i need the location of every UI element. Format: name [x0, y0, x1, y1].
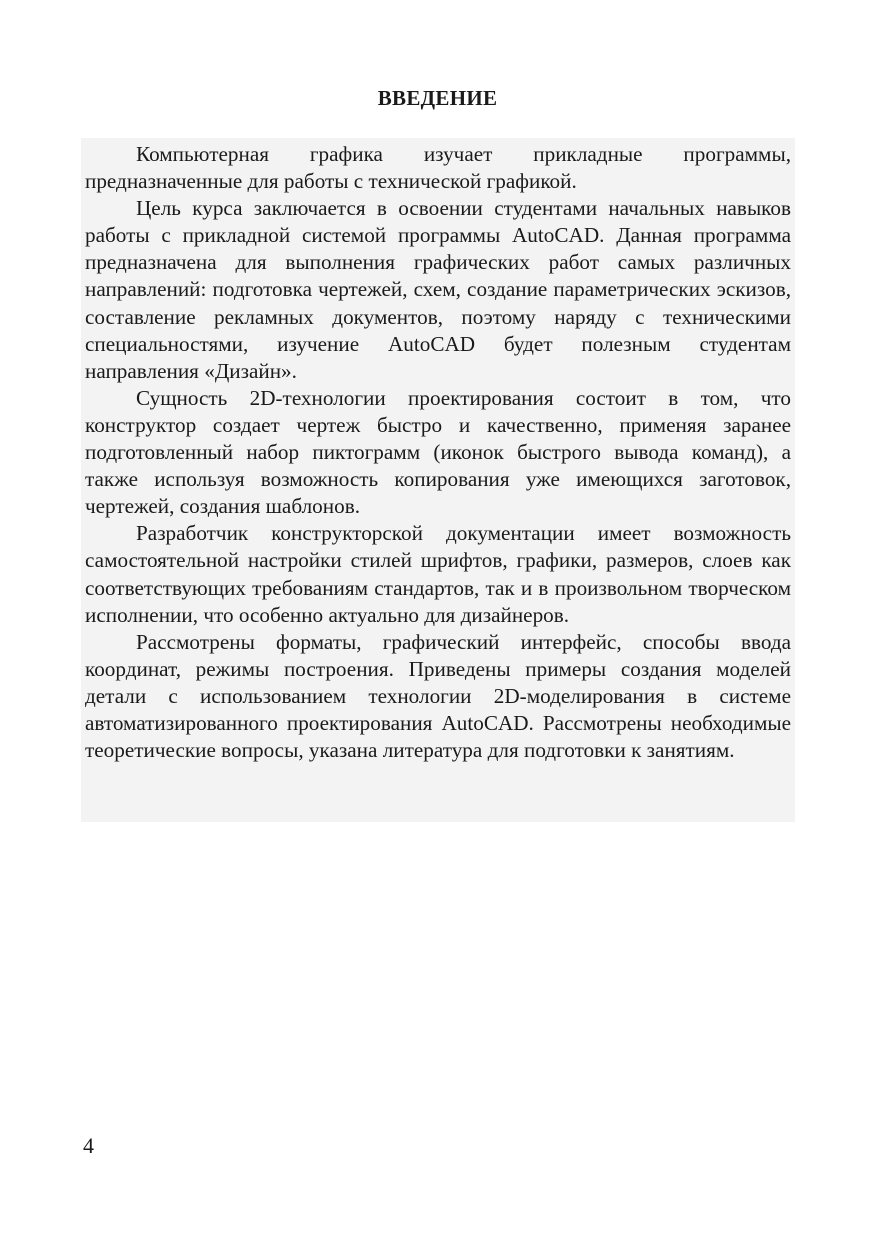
paragraph-2: Цель курса заключается в освоении студентами начальных навыков работы с прикладной системой программы AutoCAD. Данная программа предназначена для выполнения графических работ самых различных направлений: подготовка чертежей, схем, создание параметрических эскизов, составление рекламных документов, поэтому наряду с техническими специальностями, изучение AutoCAD будет полезным студентам направления «Дизайн».: [85, 196, 791, 383]
page-number: 4: [83, 1133, 94, 1158]
paragraph-1: Компьютерная графика изучает прикладные программы, предназначенные для работы с технической графикой.: [85, 142, 791, 194]
paragraph-3: Сущность 2D-технологии проектирования состоит в том, что конструктор создает чертеж быстро и качественно, применяя заранее подготовленный набор пиктограмм (иконок быстрого вывода команд), а также используя возможность копирования уже имеющихся заготовок, чертежей, создания шаблонов.: [85, 385, 791, 519]
paragraph-5: Рассмотрены форматы, графический интерфейс, способы ввода координат, режимы построения. Приведены примеры создания моделей детали с использованием технологии 2D-моделирования в системе автоматизированного проектирования AutoCAD. Рассмотрены необходимые теоретические вопросы, указана литература для подготовки к занятиям.: [85, 629, 791, 763]
page-title: ВВЕДЕНИЕ: [377, 86, 498, 110]
introduction-text: [81, 138, 795, 822]
paragraph-4: Разработчик конструкторской документации имеет возможность самостоятельной настройки стилей шрифтов, графики, размеров, слоев как соответствующих требованиям стандартов, так и в произвольном творческом исполнении, что особенно актуально для дизайнеров.: [85, 521, 791, 627]
